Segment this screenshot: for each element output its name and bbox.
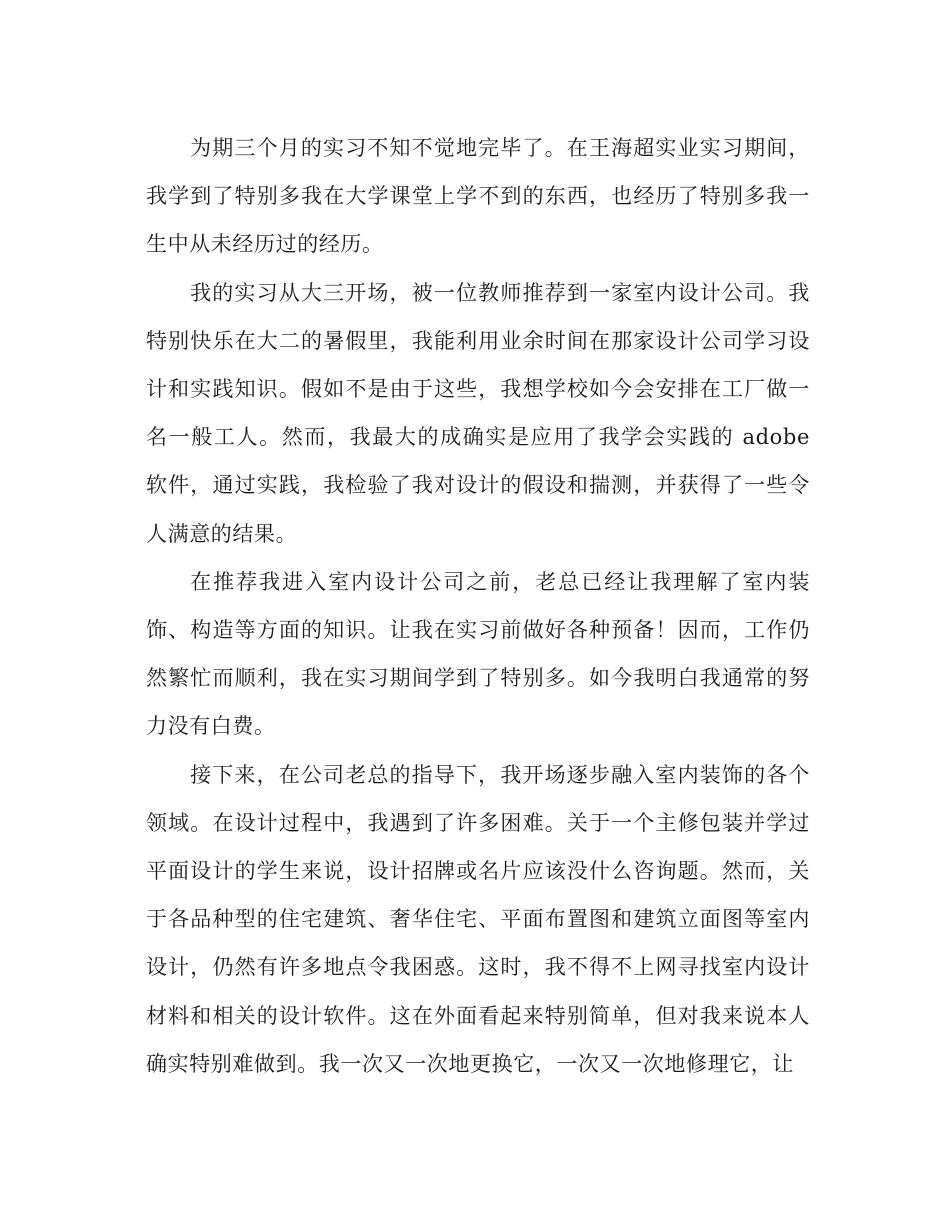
paragraph-4: 接下来，在公司老总的指导下，我开场逐步融入室内装饰的各个领域。在设计过程中，我遇到了许多困难。关于一个主修包装并学过平面设计的学生来说，设计招牌或名片应该没什么咨询题。然而，关于各品种型的住宅建筑、奢华住宅、平面布置图和建筑立面图等室内设计，仍然有许多地点令我困惑。这时，我不得不上网寻找室内设计材料和相关的设计软件。这在外面看起来特别简单，但对我来说本人确实特别难做到。我一次又一次地更换它，一次又一次地修理它，让 [146,762,810,1076]
document-body [146,124,810,1088]
paragraph-2: 我的实习从大三开场，被一位教师推荐到一家室内设计公司。我特别快乐在大二的暑假里，我能利用业余时间在那家设计公司学习设计和实践知识。假如不是由于这些，我想学校如今会安排在工厂做一名一般工人。然而，我最大的成确实是应用了我学会实践的 adobe 软件，通过实践，我检验了我对设计的假设和揣测，并获得了一些令人满意的结果。 [146,280,810,546]
paragraph-1: 为期三个月的实习不知不觉地完毕了。在王海超实业实习期间，我学到了特别多我在大学课堂上学不到的东西，也经历了特别多我一生中从未经历过的经历。 [146,136,810,257]
paragraph-3: 在推荐我进入室内设计公司之前，老总已经让我理解了室内装饰、构造等方面的知识。让我在实习前做好各种预备！因而，工作仍然繁忙而顺利，我在实习期间学到了特别多。如今我明白我通常的努力没有白费。 [146,569,810,739]
